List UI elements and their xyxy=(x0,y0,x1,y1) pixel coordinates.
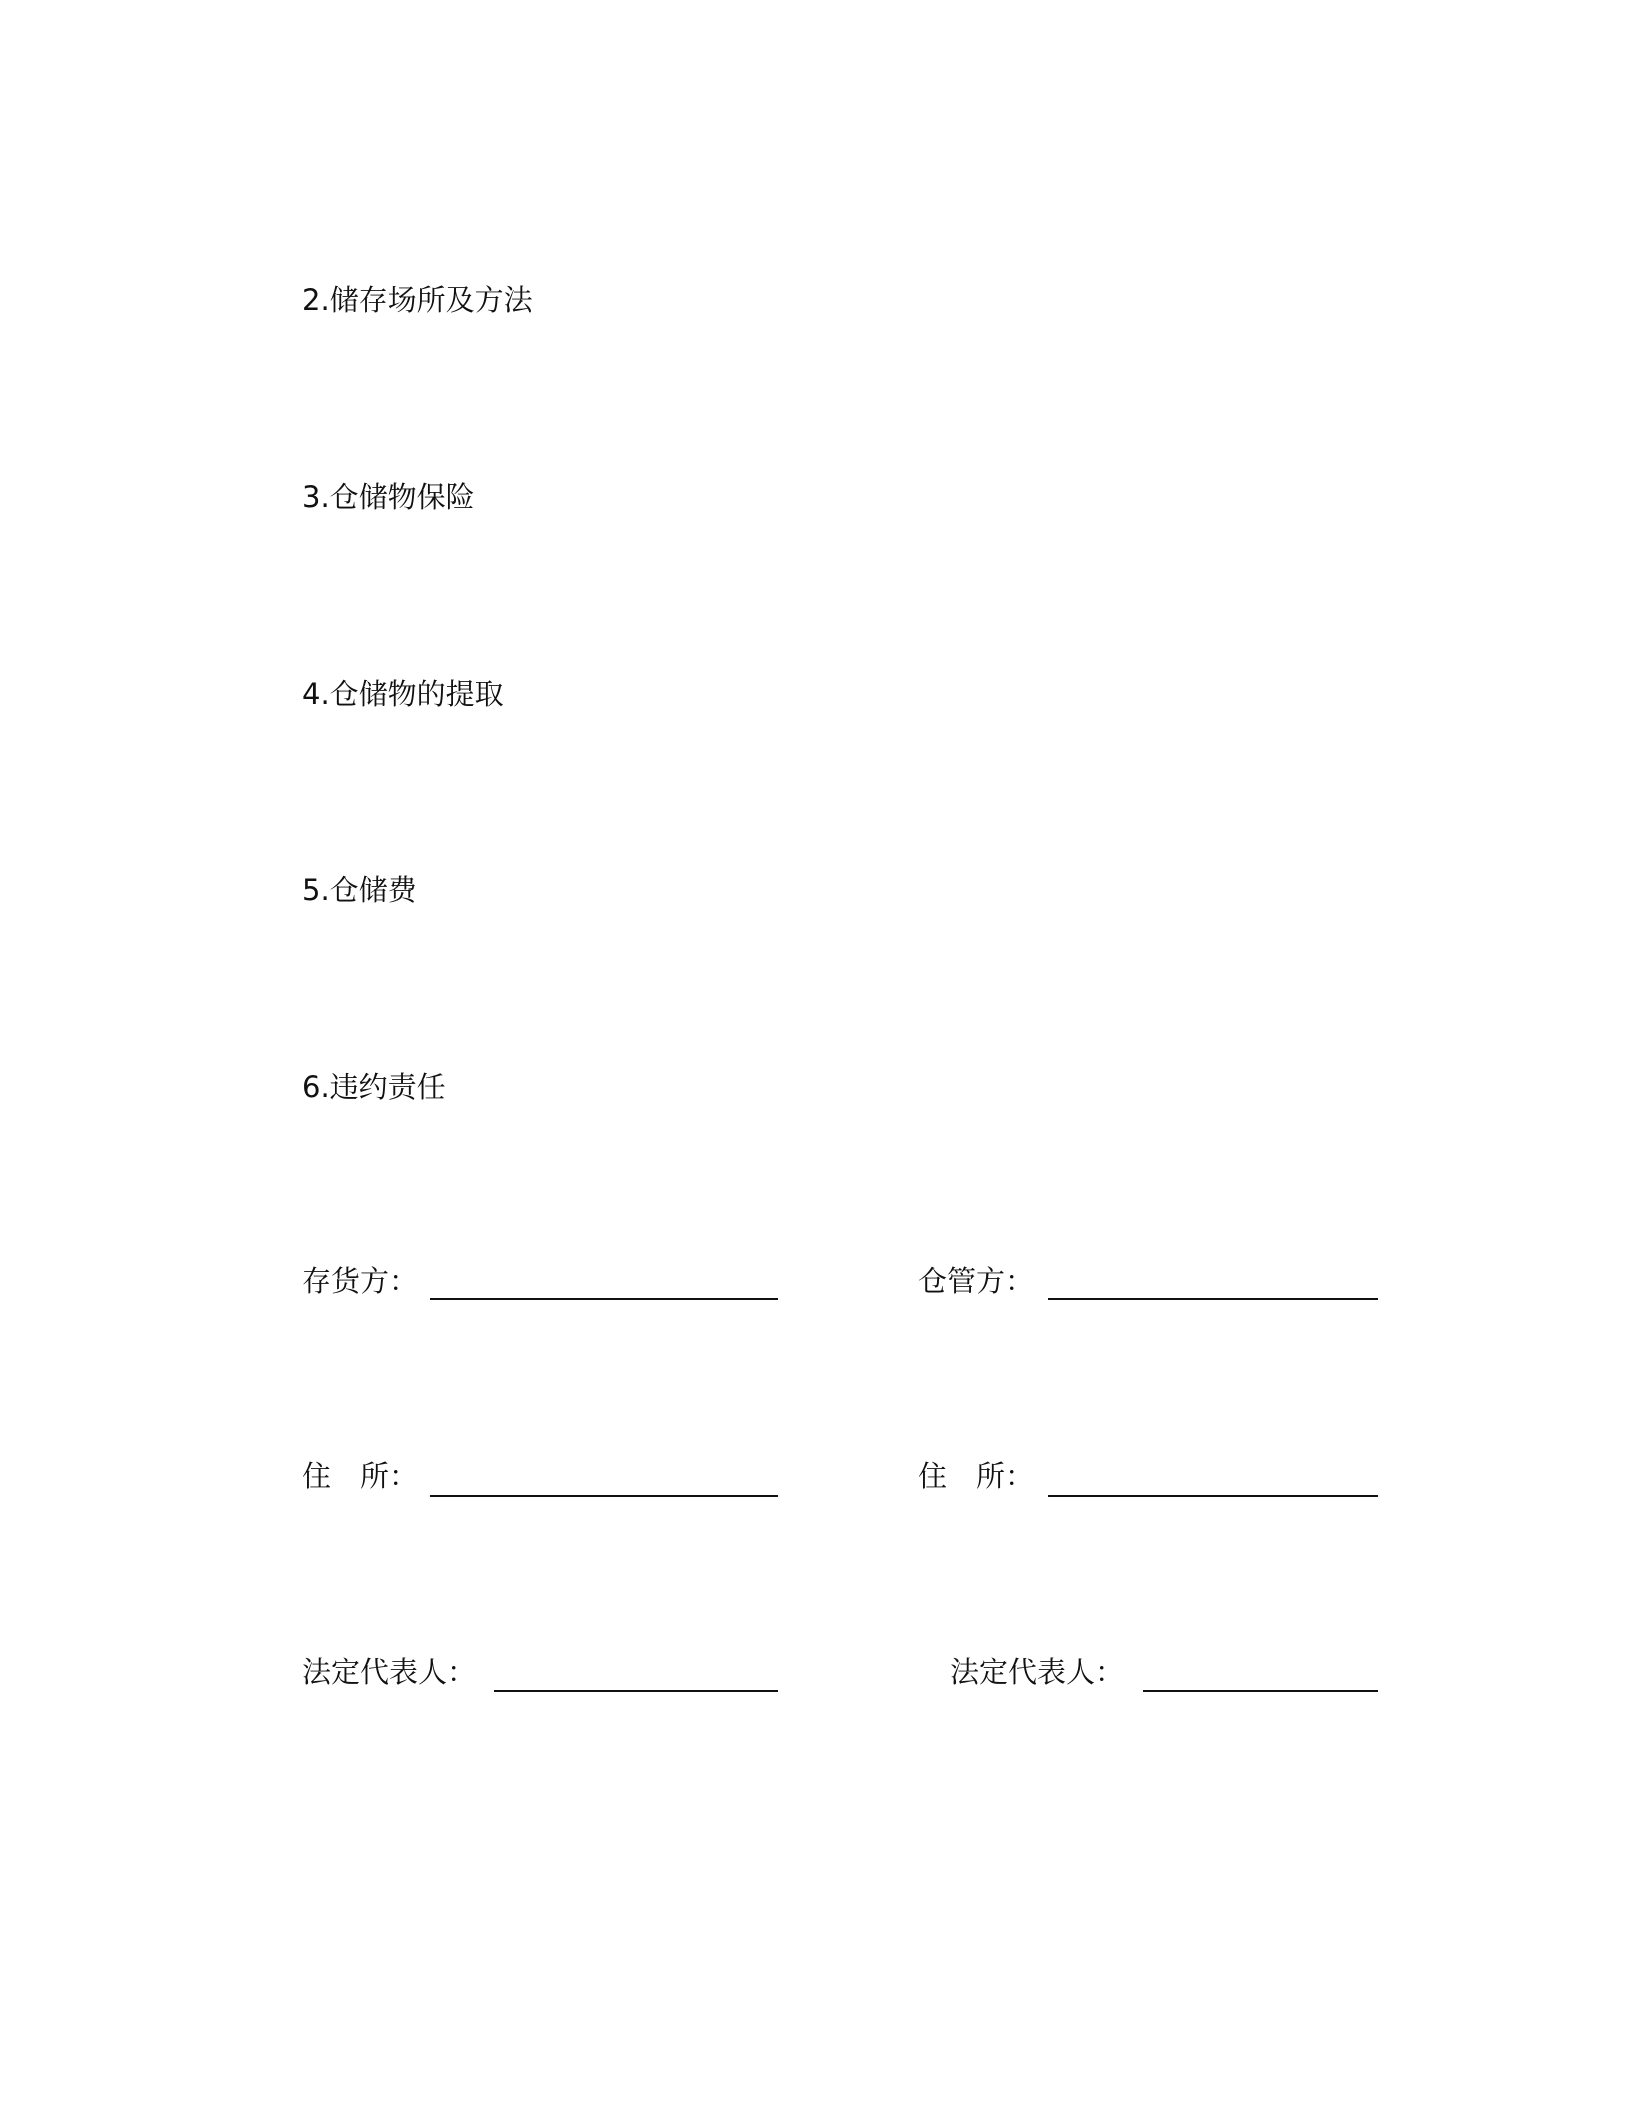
warehouse-keeper-representative-label: 法定代表人： xyxy=(950,1655,1125,1689)
depositor-address-line[interactable] xyxy=(430,1495,778,1497)
warehouse-keeper-representative-line[interactable] xyxy=(1143,1690,1378,1692)
section-heading-withdrawal: 4.仓储物的提取 xyxy=(302,677,504,711)
warehouse-keeper-address-line[interactable] xyxy=(1048,1495,1378,1497)
depositor-address-label: 住 所： xyxy=(302,1459,419,1493)
warehouse-keeper-label: 仓管方： xyxy=(918,1264,1035,1298)
warehouse-keeper-address-label: 住 所： xyxy=(918,1459,1035,1493)
depositor-label: 存货方： xyxy=(302,1264,419,1298)
section-heading-storage-fee: 5.仓储费 xyxy=(302,873,417,907)
depositor-representative-line[interactable] xyxy=(494,1690,778,1692)
section-heading-liability: 6.违约责任 xyxy=(302,1070,446,1104)
warehouse-keeper-signature-line[interactable] xyxy=(1048,1298,1378,1300)
depositor-representative-label: 法定代表人： xyxy=(302,1655,477,1689)
depositor-signature-line[interactable] xyxy=(430,1298,778,1300)
section-heading-insurance: 3.仓储物保险 xyxy=(302,480,475,514)
section-heading-storage-place: 2.储存场所及方法 xyxy=(302,283,533,317)
